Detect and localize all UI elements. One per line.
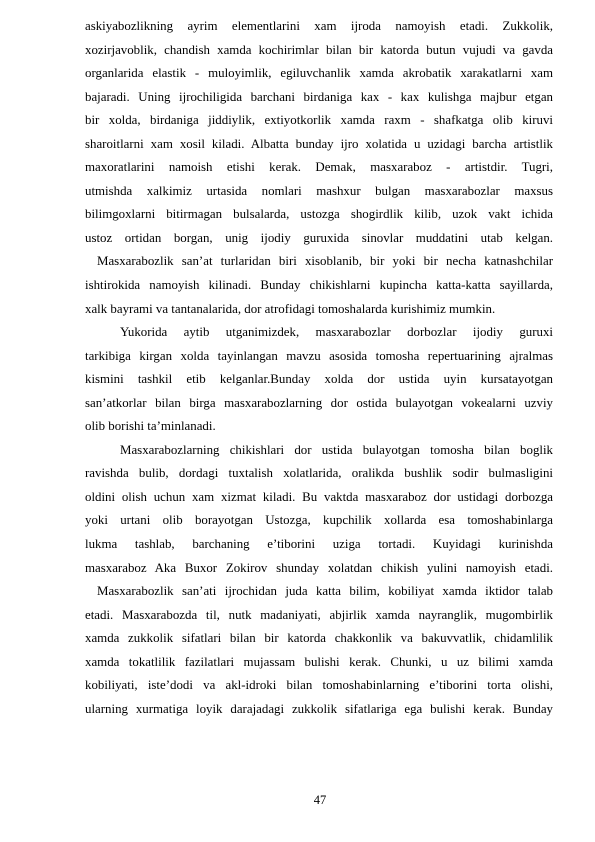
text-line: organlarida elastik - muloyimlik, egiluvchanlik xamda akrobatik xarakatlarni xam bbox=[85, 66, 553, 81]
text-line: yoki urtani olib borayotgan Ustozga, kupchilik xollarda esa tomoshabinlarga bbox=[85, 513, 553, 528]
text-line: lukma tashlab, barchaning e’tiborini uziga tortadi. Kuyidagi kurinishda bbox=[85, 537, 553, 552]
text-line: bilimgoxlarni bitirmagan bulsalarda, ustozga shogirdlik kilib, uzok vakt ichida bbox=[85, 207, 553, 222]
text-line: ustoz ortidan borgan, unig ijodiy guruxida sinovlar muddatini utab kelgan. bbox=[85, 230, 553, 245]
text-line: masxaraboz Aka Buxor Zokirov shunday xolatdan chikish yulini namoyish etadi. bbox=[85, 560, 553, 575]
text-line: Yukorida aytib utganimizdek, masxarabozlar dorbozlar ijodiy guruxi bbox=[120, 325, 553, 340]
text-line: utmishda xalkimiz urtasida nomlari mashxur bulgan masxarabozlar maxsus bbox=[85, 183, 553, 198]
text-line: san’atkorlar bilan birga masxarabozlarning dor ostida bulayotgan vokealarni uzviy bbox=[85, 395, 553, 410]
text-line: bajaradi. Uning ijrochiligida barchani birdaniga kax - kax kulishga majbur etgan bbox=[85, 89, 553, 104]
text-line: ishtirokida namoyish kilinadi. Bunday chikishlarni kupincha katta-katta sayillarda, bbox=[85, 278, 553, 293]
text-line: olib borishi ta’minlanadi. bbox=[85, 419, 216, 434]
text-line: etadi. Masxarabozda til, nutk madaniyati, abjirlik xamda nayranglik, mugombirlik bbox=[85, 607, 553, 622]
document-body bbox=[85, 15, 553, 721]
text-line: Masxarabozlarning chikishlari dor ustida bulayotgan tomosha bilan boglik bbox=[120, 442, 553, 457]
text-line: ularning xurmatiga loyik darajadagi zukkolik sifatlariga ega bulishi kerak. Bunday bbox=[85, 701, 553, 716]
text-line: xozirjavoblik, chandish xamda kochirimlar bilan bir katorda butun vujudi va gavda bbox=[85, 42, 553, 57]
text-line: ravishda bulib, dordagi tuxtalish xolatlarida, oralikda bushlik sodir bulmasligini bbox=[85, 466, 553, 481]
text-line: kobiliyati, iste’dodi va akl-idroki bilan tomoshabinlarning e’tiborini torta olishi, bbox=[85, 678, 553, 693]
text-line: bir xolda, birdaniga jiddiylik, extiyotkorlik xamda raxm - shafkatga olib kiruvi bbox=[85, 113, 553, 128]
text-line: askiyabozlikning ayrim elementlarini xam ijroda namoyish etadi. Zukkolik, bbox=[85, 19, 553, 33]
page-number: 47 bbox=[313, 793, 327, 807]
text-line: oldini olish uchun xam xizmat kiladi. Bu vaktda masxaraboz dor ustidagi dorbozga bbox=[85, 489, 553, 504]
text-line: Masxarabozlik san’ati ijrochidan juda katta bilim, kobiliyat xamda iktidor talab bbox=[97, 584, 553, 599]
text-line: xamda zukkolik sifatlari bilan bir katorda chakkonlik va bakuvvatlik, chidamlilik bbox=[85, 631, 553, 646]
text-line: sharoitlarni xam xosil kiladi. Albatta bunday ijro xolatida u uzidagi barcha artistlik bbox=[85, 136, 553, 151]
text-line: kismini tashkil etib kelganlar.Bunday xolda dor ustida uyin kursatayotgan bbox=[85, 372, 553, 387]
text-line: xalk bayrami va tantanalarida, dor atrofidagi tomoshalarda kurishimiz mumkin. bbox=[85, 301, 496, 316]
text-line: xamda tokatlilik fazilatlari mujassam bulishi kerak. Chunki, u uz bilimi xamda bbox=[85, 654, 553, 669]
text-line: tarkibiga kirgan xolda tayinlangan mavzu asosida tomosha repertuarining ajralmas bbox=[85, 348, 553, 363]
text-line: maxoratlarini namoish etishi kerak. Demak, masxaraboz - artistdir. Tugri, bbox=[85, 160, 553, 175]
text-line: Masxarabozlik san’at turlaridan biri xisoblanib, bir yoki bir necha katnashchilar bbox=[97, 254, 553, 269]
